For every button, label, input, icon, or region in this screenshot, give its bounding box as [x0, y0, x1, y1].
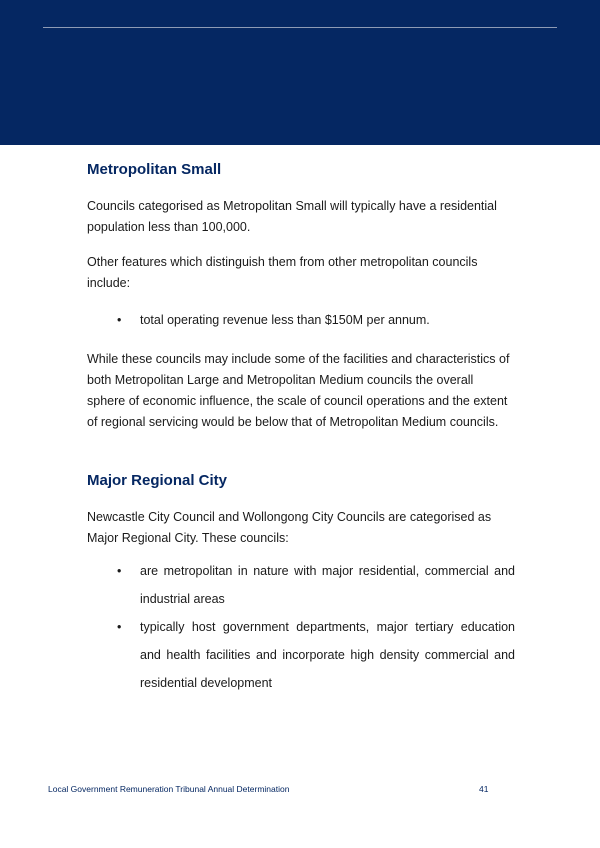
bullet-glyph: •: [117, 564, 122, 578]
metro-small-paragraph-3: While these councils may include some of the facilities and characteristics of both Metropolitan Large and Metropolitan Medium councils the overall sphere of economic influence, the scale of council operations and the extent of regional servicing would be below that of Metropolitan Medium councils.: [87, 352, 510, 429]
list-item: [87, 310, 515, 331]
list-item: [87, 613, 515, 697]
page-content: [87, 160, 515, 697]
major-regional-bullet-list: [87, 557, 515, 697]
list-item: [87, 557, 515, 613]
page-number: 41: [479, 784, 489, 794]
header-rule: [43, 27, 557, 28]
metro-small-paragraph-2: Other features which distinguish them from other metropolitan councils include:: [87, 255, 478, 290]
list-item-text: are metropolitan in nature with major residential, commercial and industrial areas: [140, 564, 515, 606]
section-heading-metropolitan-small: Metropolitan Small: [87, 161, 222, 178]
metro-small-paragraph-1: Councils categorised as Metropolitan Small will typically have a residential population less than 100,000.: [87, 199, 497, 234]
section-heading-major-regional-city: Major Regional City: [87, 472, 228, 489]
header-band: [0, 0, 600, 145]
major-regional-paragraph-1: Newcastle City Council and Wollongong City Councils are categorised as Major Regional City. These councils:: [87, 510, 492, 545]
bullet-glyph: •: [117, 313, 122, 327]
list-item-text: total operating revenue less than $150M per annum.: [140, 313, 430, 327]
metro-small-bullet-list: [87, 310, 515, 331]
footer-title: Local Government Remuneration Tribunal Annual Determination: [48, 784, 290, 794]
list-item-text: typically host government departments, major tertiary education and health facilities and incorporate high density commercial and residential development: [140, 620, 515, 690]
bullet-glyph: •: [117, 620, 122, 634]
